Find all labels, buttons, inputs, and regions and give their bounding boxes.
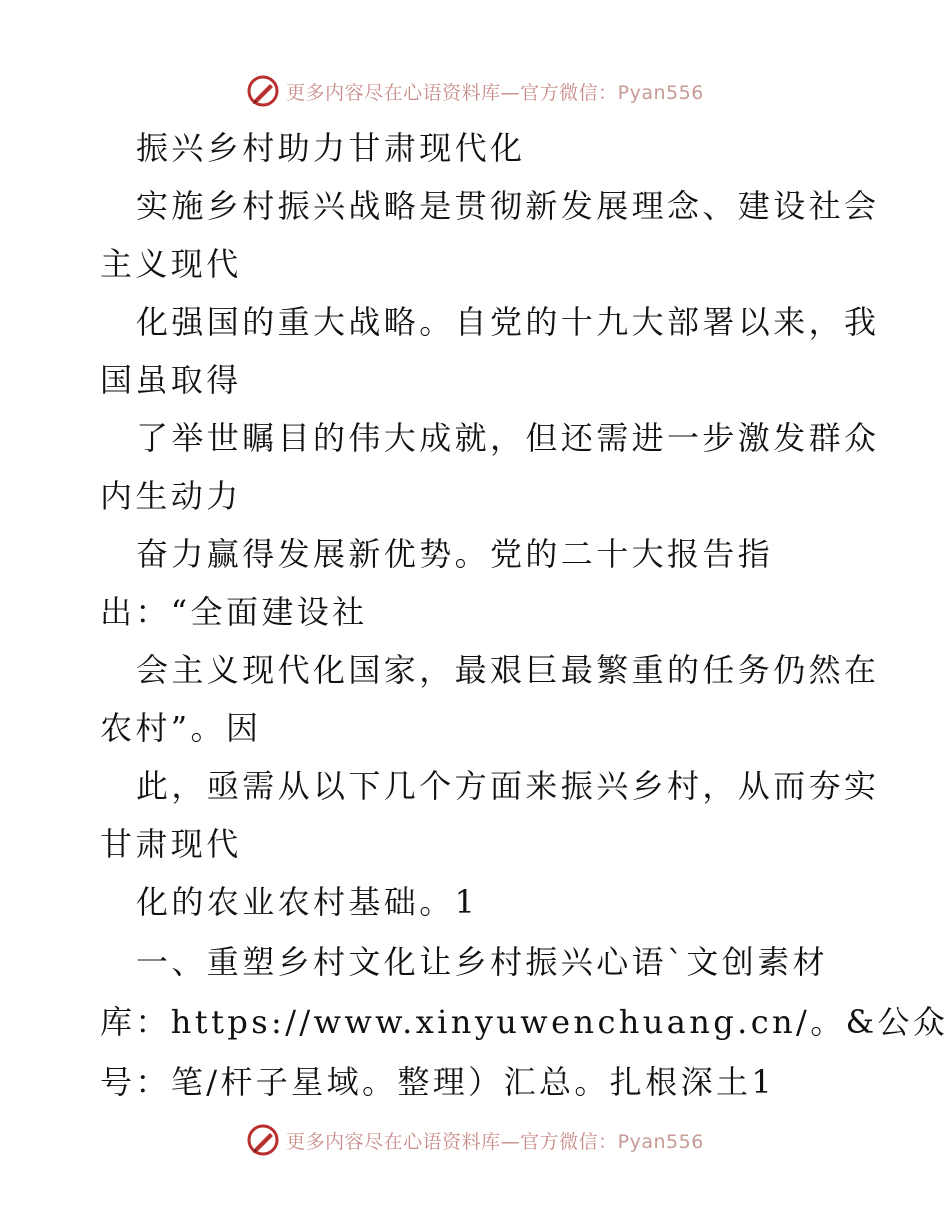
footer-watermark — [0, 1120, 950, 1160]
paragraph-line: 主义现代 — [100, 245, 242, 283]
paragraph-line: 化的农业农村基础。1 — [136, 883, 479, 921]
pen-logo-icon — [246, 1123, 280, 1157]
paragraph-line: 出：“全面建设社 — [100, 593, 368, 631]
paragraph-line: 奋力赢得发展新优势。党的二十大报告指 — [136, 535, 774, 573]
document-title: 振兴乡村助力甘肃现代化 — [136, 129, 526, 167]
watermark-wechat-id: Pyan556 — [617, 1130, 704, 1153]
watermark-label: 更多内容尽在心语资料库—官方微信： — [286, 1130, 618, 1153]
paragraph-line: 化强国的重大战略。自党的十九大部署以来，我 — [136, 303, 880, 341]
paragraph-line: 会主义现代化国家，最艰巨最繁重的任务仍然在 — [136, 651, 880, 689]
pen-logo-icon — [246, 74, 280, 108]
watermark-text — [286, 78, 704, 105]
paragraph-line: 了举世瞩目的伟大成就，但还需进一步激发群众 — [136, 419, 880, 457]
paragraph-line: 内生动力 — [100, 477, 242, 515]
header-watermark — [0, 71, 950, 111]
watermark-label: 更多内容尽在心语资料库—官方微信： — [286, 81, 618, 104]
paragraph-line: 甘肃现代 — [100, 825, 242, 863]
paragraph-line: 库：https://www.xinyuwenchuang.cn/。&公众 — [100, 1003, 949, 1041]
watermark-wechat-id: Pyan556 — [617, 81, 704, 104]
paragraph-line: 实施乡村振兴战略是贯彻新发展理念、建设社会 — [136, 187, 880, 225]
paragraph-line: 农村”。因 — [100, 709, 262, 747]
paragraph-line: 此，亟需从以下几个方面来振兴乡村，从而夯实 — [136, 767, 880, 805]
watermark-text — [286, 1127, 704, 1154]
paragraph-line: 号：笔/杆子星域。整理）汇总。扎根深土1 — [100, 1063, 776, 1101]
section-heading-line: 一、重塑乡村文化让乡村振兴心语`文创素材 — [136, 943, 829, 981]
paragraph-line: 国虽取得 — [100, 361, 242, 399]
